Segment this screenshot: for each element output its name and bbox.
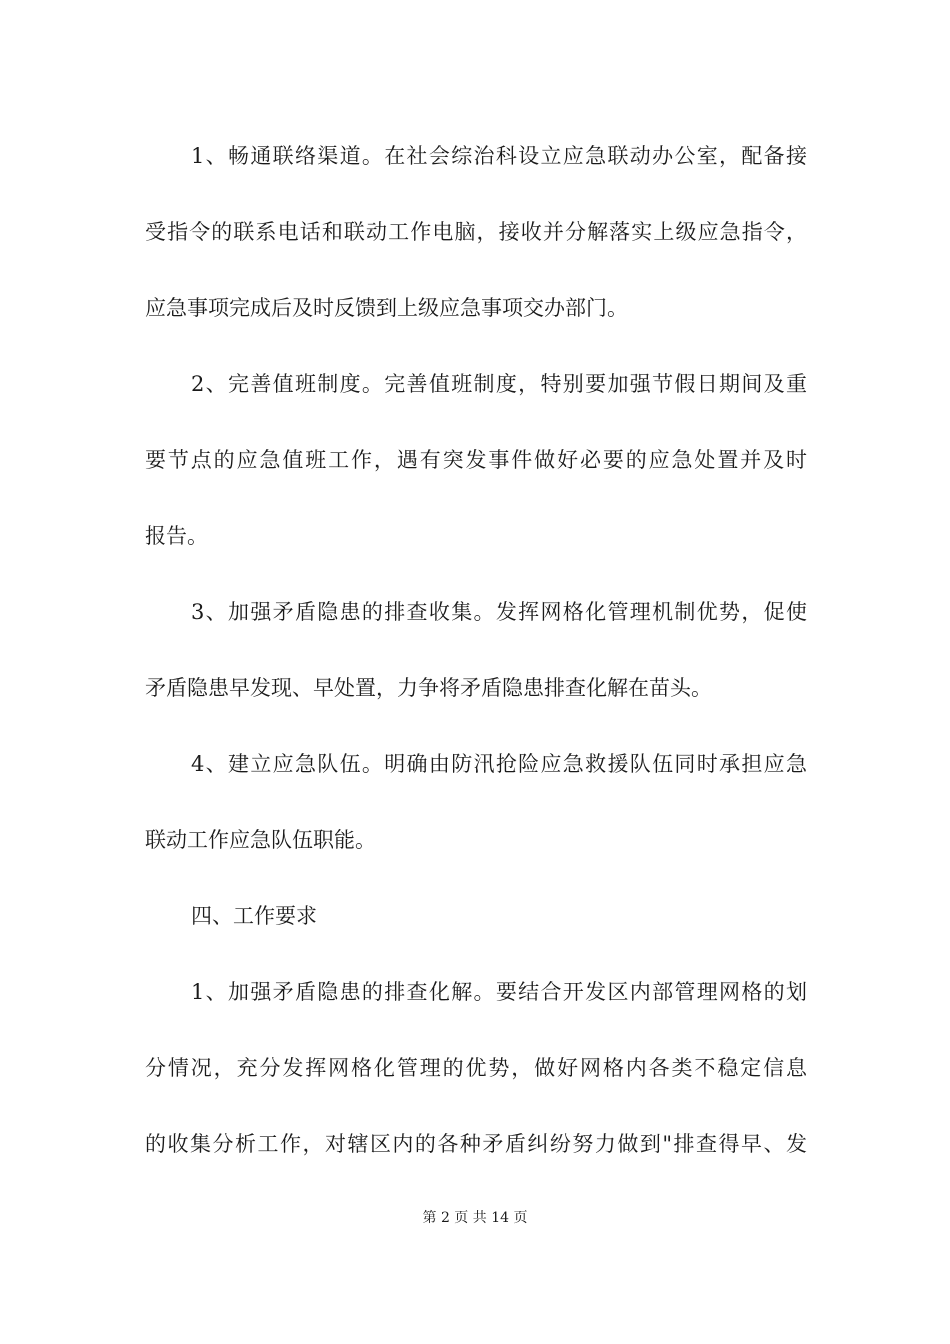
text-line: 要节点的应急值班工作，遇有突发事件做好必要的应急处置并及时 [145, 448, 807, 472]
text-line: 1、畅通联络渠道。在社会综治科设立应急联动办公室，配备接 [191, 144, 807, 168]
text-line: 3、加强矛盾隐患的排查收集。发挥网格化管理机制优势，促使 [191, 600, 807, 624]
text-line: 受指令的联系电话和联动工作电脑，接收并分解落实上级应急指令， [145, 220, 807, 244]
text-line: 2、完善值班制度。完善值班制度，特别要加强节假日期间及重 [191, 372, 807, 396]
section-heading: 四、工作要求 [191, 904, 317, 928]
text-line: 矛盾隐患早发现、早处置，力争将矛盾隐患排查化解在苗头。 [145, 676, 712, 700]
text-line: 分情况，充分发挥网格化管理的优势，做好网格内各类不稳定信息 [145, 1056, 807, 1080]
text-line: 联动工作应急队伍职能。 [145, 828, 376, 852]
text-line: 的收集分析工作，对辖区内的各种矛盾纠纷努力做到"排查得早、发 [145, 1132, 807, 1156]
text-line: 4、建立应急队伍。明确由防汛抢险应急救援队伍同时承担应急 [191, 752, 807, 776]
text-line: 应急事项完成后及时反馈到上级应急事项交办部门。 [145, 296, 628, 320]
document-body [145, 134, 807, 1198]
text-line: 1、加强矛盾隐患的排查化解。要结合开发区内部管理网格的划 [191, 980, 807, 1004]
page-number-footer: 第 2 页 共 14 页 [422, 1210, 528, 1226]
text-line: 报告。 [145, 524, 208, 548]
